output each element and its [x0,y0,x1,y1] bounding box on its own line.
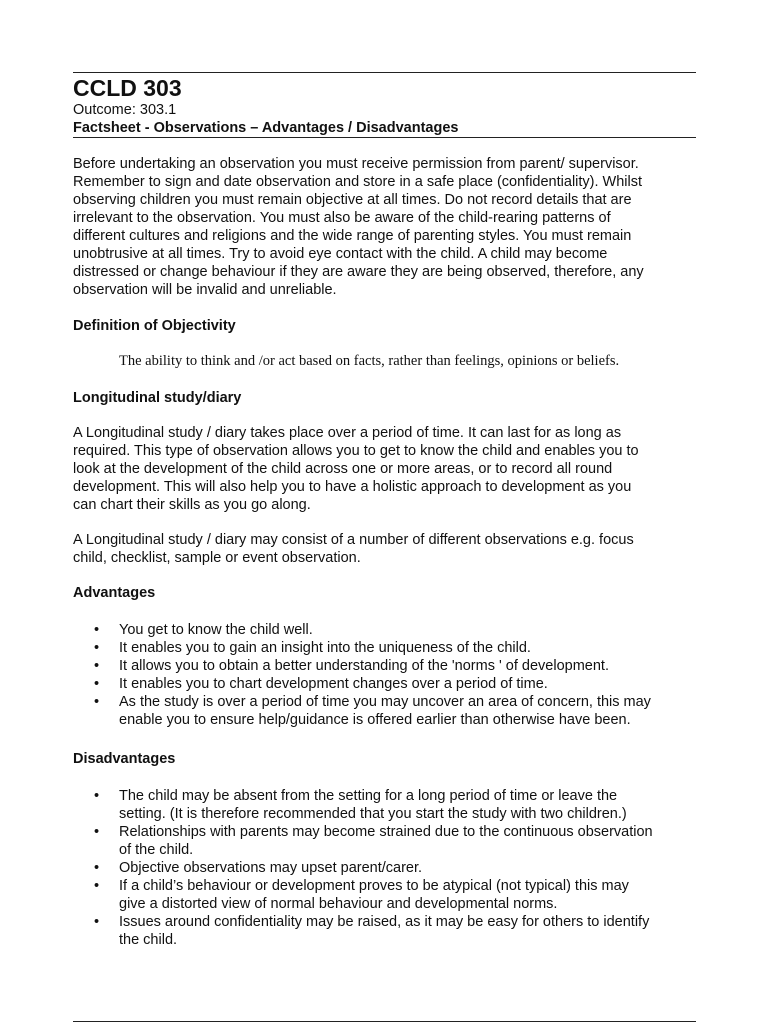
list-item-text: the child. [119,932,178,948]
advantages-list [73,621,698,729]
intro-paragraph [73,155,698,299]
bottom-rule [73,1021,696,1022]
bullet-icon: • [94,676,100,692]
objectivity-heading: Definition of Objectivity [73,318,236,334]
list-item [73,693,698,729]
list-item [73,621,698,639]
bullet-icon: • [94,658,100,674]
text-line: required. This type of observation allows you to get to know the child and enables you to [73,443,639,459]
bullet-icon: • [94,640,100,656]
list-item [73,913,698,949]
text-line: different cultures and religions and the wide range of parenting styles. You must remain [73,228,632,244]
longitudinal-paragraph-1 [73,424,698,514]
list-item-text: If a child’s behaviour or development proves to be atypical (not typical) this may [119,878,629,894]
text-line: irrelevant to the observation. You must also be aware of the child-rearing patterns of [73,210,611,226]
list-item-text: of the child. [119,842,194,858]
list-item-text: setting. (It is therefore recommended that you start the study with two children.) [119,806,627,822]
list-item [73,877,698,913]
longitudinal-heading: Longitudinal study/diary [73,390,242,406]
list-item-text: Relationships with parents may become strained due to the continuous observation [119,824,653,840]
header-rule [73,137,696,138]
list-item-text: give a distorted view of normal behaviour and developmental norms. [119,896,558,912]
bullet-icon: • [94,860,100,876]
disadvantages-list [73,787,698,949]
list-item [73,639,698,657]
text-line: development. This will also help you to have a holistic approach to development as you [73,479,632,495]
list-item-text: Issues around confidentiality may be raised, as it may be easy for others to identify [119,914,650,930]
list-item-text: It enables you to chart development changes over a period of time. [119,676,548,692]
text-line: look at the development of the child across one or more areas, or to record all round [73,461,613,477]
list-item [73,823,698,859]
text-line: observation will be invalid and unreliable. [73,282,337,298]
text-line: can chart their skills as you go along. [73,497,311,513]
text-line: distressed or change behaviour if they are aware they are being observed, therefore, any [73,264,644,280]
text-line: A Longitudinal study / diary may consist of a number of different observations e.g. focus [73,532,634,548]
list-item [73,657,698,675]
bullet-icon: • [94,694,100,710]
factsheet-subtitle: Factsheet - Observations – Advantages / Disadvantages [73,120,459,136]
list-item-text: enable you to ensure help/guidance is offered earlier than otherwise have been. [119,712,631,728]
list-item-text: Objective observations may upset parent/carer. [119,860,423,876]
list-item-text: You get to know the child well. [119,622,313,638]
text-line: observing children you must remain objective at all times. Do not record details that are [73,192,632,208]
list-item [73,859,698,877]
bullet-icon: • [94,824,100,840]
bullet-icon: • [94,788,100,804]
advantages-heading: Advantages [73,585,156,601]
list-item [73,675,698,693]
top-rule [73,72,696,73]
longitudinal-paragraph-2 [73,531,698,567]
bullet-icon: • [94,878,100,894]
text-line: A Longitudinal study / diary takes place over a period of time. It can last for as long as [73,425,622,441]
list-item-text: The child may be absent from the setting for a long period of time or leave the [119,788,618,804]
text-line: unobtrusive at all times. Try to avoid eye contact with the child. A child may become [73,246,608,262]
list-item-text: As the study is over a period of time you may uncover an area of concern, this may [119,694,651,710]
objectivity-definition: The ability to think and /or act based on facts, rather than feelings, opinions or beliefs. [119,353,620,369]
text-line: Remember to sign and date observation and store in a safe place (confidentiality). Whilst [73,174,643,190]
list-item-text: It enables you to gain an insight into the uniqueness of the child. [119,640,531,656]
outcome-label: Outcome: 303.1 [73,102,177,118]
text-line: child, checklist, sample or event observation. [73,550,361,566]
list-item-text: It allows you to obtain a better understanding of the 'norms ' of development. [119,658,609,674]
bullet-icon: • [94,622,100,638]
list-item [73,787,698,823]
text-line: Before undertaking an observation you must receive permission from parent/ supervisor. [73,156,639,172]
page-title: CCLD 303 [73,75,182,101]
disadvantages-heading: Disadvantages [73,751,176,767]
bullet-icon: • [94,914,100,930]
